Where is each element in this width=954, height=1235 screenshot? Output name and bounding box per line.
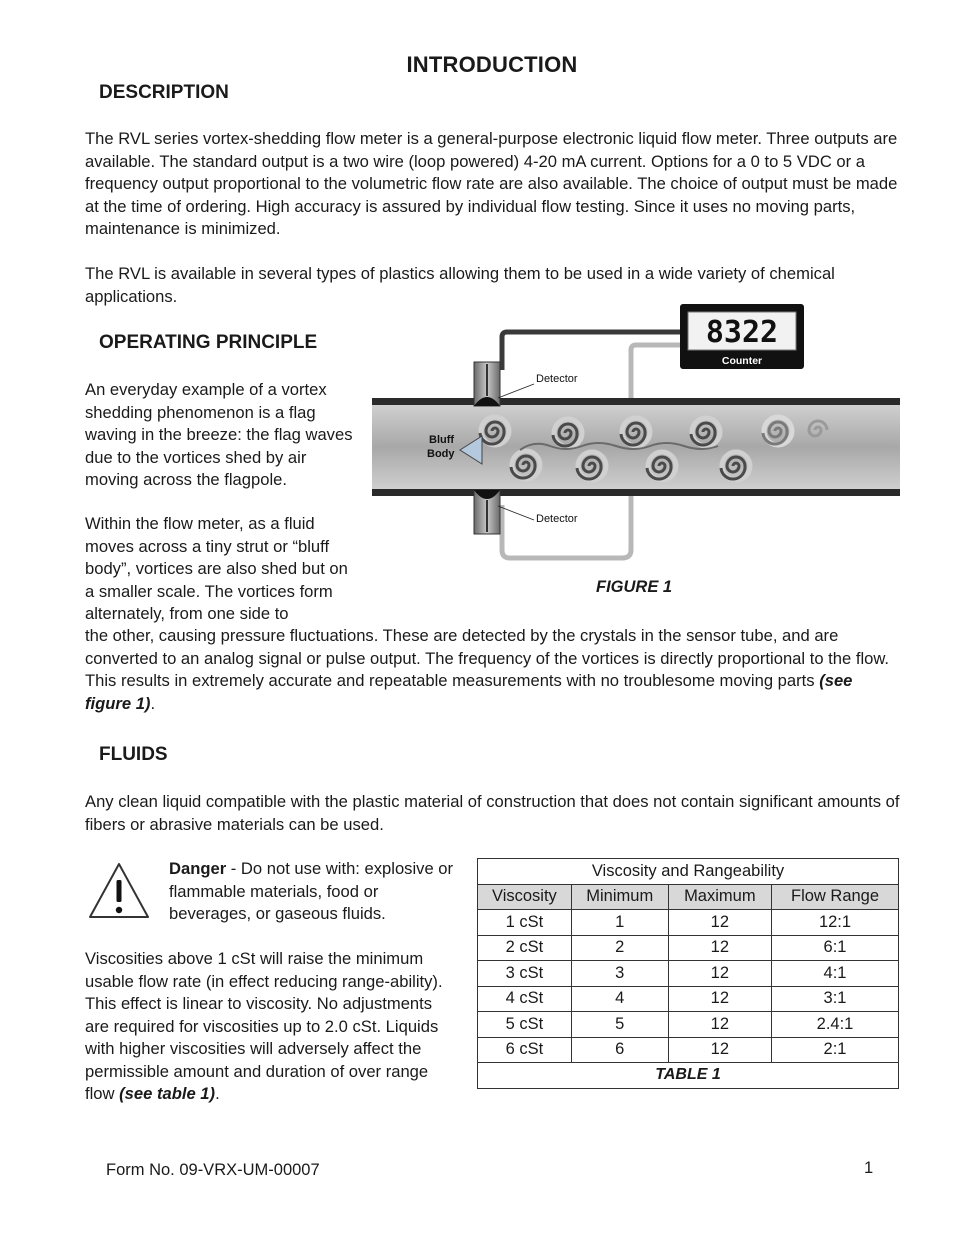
cell-viscosity: 4 cSt [478, 986, 572, 1012]
fluids-paragraph-2 [85, 948, 450, 1106]
viscosity-text: Viscosities above 1 cSt will raise the minimum usable flow rate (in effect reducing range-ability). This effect is linear to viscosity. No adjustments are required for viscosities up to 2.0 cSt. Liquids with higher viscosities will adversely affect the permissible amount and duration of over range flow [85, 949, 443, 1103]
operating-principle-paragraph-2-wide [85, 625, 900, 715]
cell-viscosity: 1 cSt [478, 910, 572, 936]
col-header-minimum: Minimum [571, 884, 668, 910]
signal-wire-bottom [502, 495, 631, 558]
fluids-paragraph-1: Any clean liquid compatible with the plastic material of construction that does not contain significant amounts of fibers or abrasive materials can be used. [85, 792, 900, 834]
bluff-body-label-line1: Bluff [429, 434, 455, 446]
cell-flow-range: 6:1 [772, 935, 899, 961]
cell-flow-range: 3:1 [772, 986, 899, 1012]
col-header-flow-range: Flow Range [772, 884, 899, 910]
col-header-viscosity: Viscosity [478, 884, 572, 910]
table-header-row [478, 884, 899, 910]
page-number: 1 [864, 1159, 874, 1177]
description-paragraph-2: The RVL is available in several types of plastics allowing them to be used in a wide variety of chemical applications. [85, 264, 835, 306]
operating-principle-paragraph-1: An everyday example of a vortex shedding phenomenon is a flag waving in the breeze: the flag waves due to the vortices shed by air moving across the flagpole. [85, 380, 353, 489]
table-row [478, 935, 899, 961]
operating-principle-text: the other, causing pressure fluctuations. These are detected by the crystals in the sensor tube, and are converted to an analog signal or pulse output. The frequency of the vortices is directly proportional to the flow. This results in extremely accurate and repeatable measurements with no troublesome moving parts [85, 626, 890, 690]
cell-maximum: 12 [668, 935, 771, 961]
operating-principle-heading: OPERATING PRINCIPLE [99, 332, 318, 353]
danger-label: Danger [169, 859, 227, 878]
table-caption: TABLE 1 [478, 1063, 899, 1089]
counter-display [680, 304, 804, 369]
col-header-maximum: Maximum [668, 884, 771, 910]
cell-flow-range: 12:1 [772, 910, 899, 936]
warning-triangle-icon [86, 860, 152, 922]
cell-viscosity: 5 cSt [478, 1012, 572, 1038]
table-reference: (see table 1) [119, 1084, 216, 1103]
cell-minimum: 4 [571, 986, 668, 1012]
sensor-port-top [474, 362, 500, 406]
cell-minimum: 1 [571, 910, 668, 936]
cell-maximum: 12 [668, 961, 771, 987]
table-caption-row [478, 1063, 899, 1089]
sensor-port-bottom [474, 490, 500, 534]
form-number: Form No. 09-VRX-UM-00007 [106, 1161, 320, 1179]
cell-minimum: 2 [571, 935, 668, 961]
table-row [478, 1012, 899, 1038]
cell-minimum: 3 [571, 961, 668, 987]
table-row [478, 986, 899, 1012]
cell-minimum: 5 [571, 1012, 668, 1038]
cell-flow-range: 2:1 [772, 1037, 899, 1063]
detector-top-label: Detector [536, 373, 578, 385]
cell-maximum: 12 [668, 1012, 771, 1038]
table-row [478, 1037, 899, 1063]
period: . [215, 1084, 220, 1103]
page-title: INTRODUCTION [406, 52, 578, 77]
description-paragraph-1: The RVL series vortex-shedding flow meter is a general-purpose electronic liquid flow meter. Three outputs are available. The standard output is a two wire (loop powered) 4-20 mA current. Options for a 0 to 5 VDC or a frequency output proportional to the volumetric flow rate are also available. The choice of output must be made at the time of ordering. High accuracy is assured by individual flow testing. Since it uses no moving parts, maintenance is minimized. [85, 129, 898, 238]
danger-text: - Do not use with: explosive or flammable materials, food or beverages, or gaseous fluids. [169, 859, 454, 923]
cell-flow-range: 4:1 [772, 961, 899, 987]
table-title-row [478, 859, 899, 885]
danger-notice [169, 858, 454, 926]
bluff-body-label-line2: Body [427, 448, 455, 460]
counter-label: Counter [721, 355, 763, 367]
cell-viscosity: 6 cSt [478, 1037, 572, 1063]
cell-viscosity: 2 cSt [478, 935, 572, 961]
table-row [478, 910, 899, 936]
figure-caption: FIGURE 1 [596, 578, 673, 596]
cell-maximum: 12 [668, 986, 771, 1012]
table-row [478, 961, 899, 987]
cell-maximum: 12 [668, 910, 771, 936]
cell-flow-range: 2.4:1 [772, 1012, 899, 1038]
signal-wire-top [502, 332, 682, 370]
viscosity-table [477, 858, 899, 1089]
detector-bottom-label: Detector [536, 513, 578, 525]
figure-reference: (see figure 1) [85, 671, 853, 713]
table-title: Viscosity and Rangeability [478, 859, 899, 885]
counter-readout: 8322 [705, 315, 779, 350]
period: . [150, 693, 156, 713]
figure-1-diagram [370, 300, 902, 575]
cell-maximum: 12 [668, 1037, 771, 1063]
cell-viscosity: 3 cSt [478, 961, 572, 987]
signal-wire-upper-return [631, 345, 682, 400]
cell-minimum: 6 [571, 1037, 668, 1063]
fluids-heading: FLUIDS [99, 744, 168, 765]
description-heading: DESCRIPTION [99, 82, 229, 103]
operating-principle-paragraph-2-narrow: Within the flow meter, as a fluid moves across a tiny strut or “bluff body”, vortices are also shed but on a smaller scale. The vortices form alternately, from one side to [85, 514, 348, 623]
